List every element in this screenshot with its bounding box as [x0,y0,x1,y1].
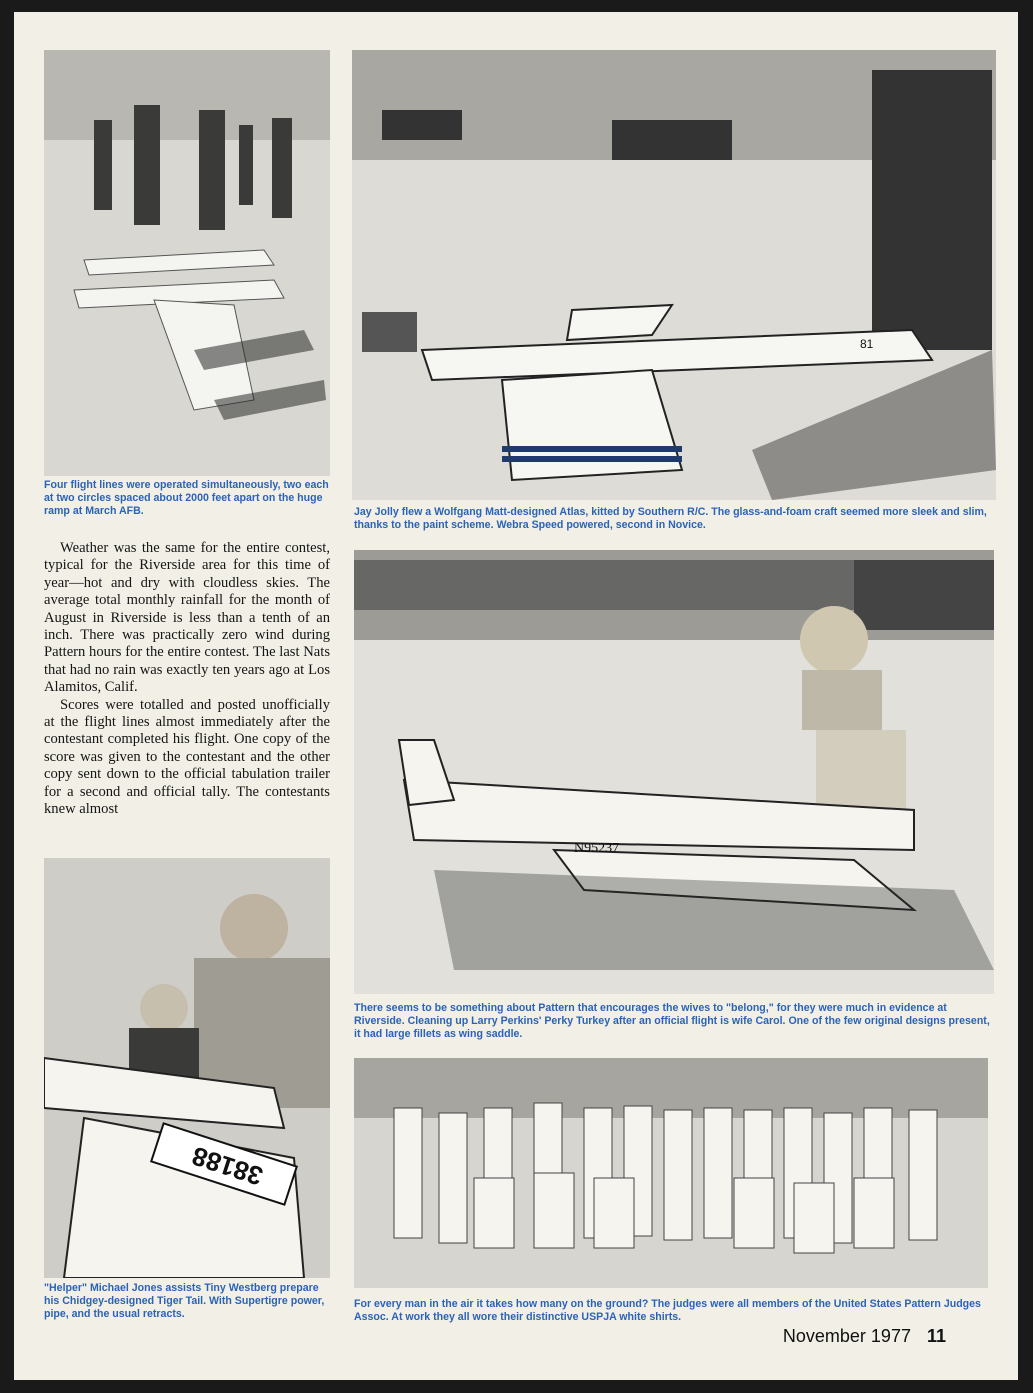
helper-wing-number: 38188 [188,1140,267,1192]
atlas-scene [352,50,996,500]
caption-atlas: Jay Jolly flew a Wolfgang Matt-designed Atlas, kitted by Southern R/C. The glass-and-foam craft seemed more sleek and slim, thanks to the paint scheme. Webra Speed powered, second in Novice. [354,506,987,531]
judges-scene [354,1058,988,1288]
caption-helper: "Helper" Michael Jones assists Tiny Westberg prepare his Chidgey-designed Tiger Tail. With Supertigre power, pipe, and the usual retracts. [44,1282,325,1320]
photo-helper [44,858,330,1278]
photo-judges [354,1058,988,1288]
article-paragraph: Weather was the same for the entire contest, typical for the Riverside area for this time of year—hot and dry with cloudless skies. The average total monthly rainfall for the month of August in Riverside is less than a tenth of an inch. There was practically zero wind during Pattern hours for the entire contest. The last Nats that had no rain was exactly ten years ago at Los Alamitos, Calif. [44,540,330,696]
photo-perky-turkey [354,550,994,994]
article-paragraph: Scores were totalled and posted unofficially at the flight lines almost immediately after the contestant completed his flight. One copy of the score was given to the contestant and the other copy sent down to the official tabulation trailer for a second and official tally. The contestants knew almost [44,696,330,818]
article-body [44,540,330,819]
page-footer [783,1326,946,1347]
page-number: 11 [926,1326,946,1346]
perky-turkey-tail-number: N95237 [574,841,620,856]
caption-flight-lines: Four flight lines were operated simultaneously, two each at two circles spaced about 2000 feet apart on the huge ramp at March AFB. [44,479,329,517]
perky-turkey-scene [354,550,994,994]
caption-judges: For every man in the air it takes how many on the ground? The judges were all members of the United States Pattern Judges Assoc. At work they all wore their distinctive USPJA white shirts. [354,1298,981,1323]
flight-lines-scene [44,50,330,476]
magazine-page [14,12,1018,1380]
photo-atlas [352,50,996,500]
caption-perky-turkey: There seems to be something about Pattern that encourages the wives to "belong," for they were much in evidence at Riverside. Cleaning up Larry Perkins' Perky Turkey after an official flight is wife Carol. One of the few original designs present, it had large fillets as wing saddle. [354,1002,990,1040]
helper-scene [44,858,330,1278]
atlas-fin-number: 81 [860,337,874,351]
issue-date: November 1977 [782,1326,911,1346]
photo-flight-lines [44,50,330,476]
